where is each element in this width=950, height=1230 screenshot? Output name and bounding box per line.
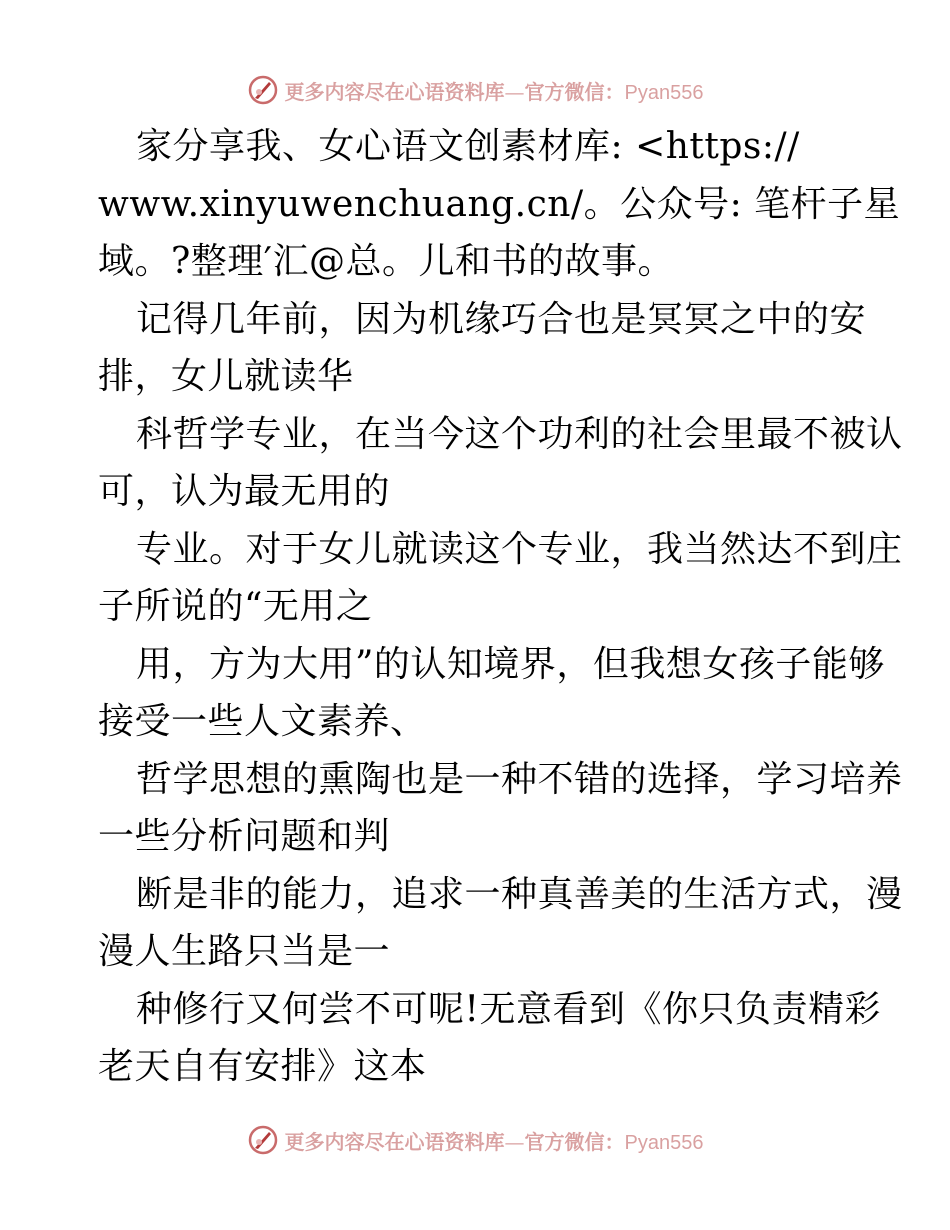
body-line-7: 可，认为最无用的 [98,471,391,512]
body-line-11: 接受一些人文素养、 [98,701,427,742]
body-line-8: 专业。对于女儿就读这个专业，我当然达不到庄 [136,528,903,570]
body-line-1: 家分享我、女心语文创素材库: <https:// [136,126,800,167]
footer-banner-text [285,1126,704,1155]
header-banner-main: 更多内容尽在心语资料库 [284,79,505,104]
header-banner-dash: — [504,79,525,104]
body-line-13: 一些分析问题和判 [98,816,391,857]
header-banner-wechat-id: Pyan556 [624,81,704,104]
header-banner-official: 官方微信： [524,79,625,104]
body-line-17: 老天自有安排》这本 [98,1046,427,1087]
footer-banner-dash: — [504,1129,525,1154]
body-line-16: 种修行又何尝不可呢!无意看到《你只负责精彩 [136,988,881,1030]
body-line-15: 漫人生路只当是一 [98,931,391,972]
header-banner-text [285,76,704,105]
quill-circle-icon [247,1124,279,1156]
body-line-5: 排，女儿就读华 [98,356,354,397]
header-banner [0,70,950,110]
body-line-6: 科哲学专业，在当今这个功利的社会里最不被认 [136,413,903,455]
footer-banner-main: 更多内容尽在心语资料库 [284,1129,505,1154]
body-line-14: 断是非的能力，追求一种真善美的生活方式，漫 [136,873,903,915]
footer-banner [0,1120,950,1160]
page-body [98,118,903,1096]
footer-banner-official: 官方微信： [524,1129,625,1154]
quill-circle-icon [247,74,279,106]
body-line-10: 用，方为大用”的认知境界，但我想女孩子能够 [136,643,885,685]
footer-banner-wechat-id: Pyan556 [624,1131,704,1154]
body-line-3: 域。?整理′汇@总。儿和书的故事。 [98,241,674,282]
body-line-4: 记得几年前，因为机缘巧合也是冥冥之中的安 [136,298,867,340]
body-line-12: 哲学思想的熏陶也是一种不错的选择，学习培养 [136,758,903,800]
body-line-9: 子所说的“无用之 [98,586,373,627]
body-line-2: www.xinyuwenchuang.cn/。公众号: 笔杆子星 [98,183,901,225]
